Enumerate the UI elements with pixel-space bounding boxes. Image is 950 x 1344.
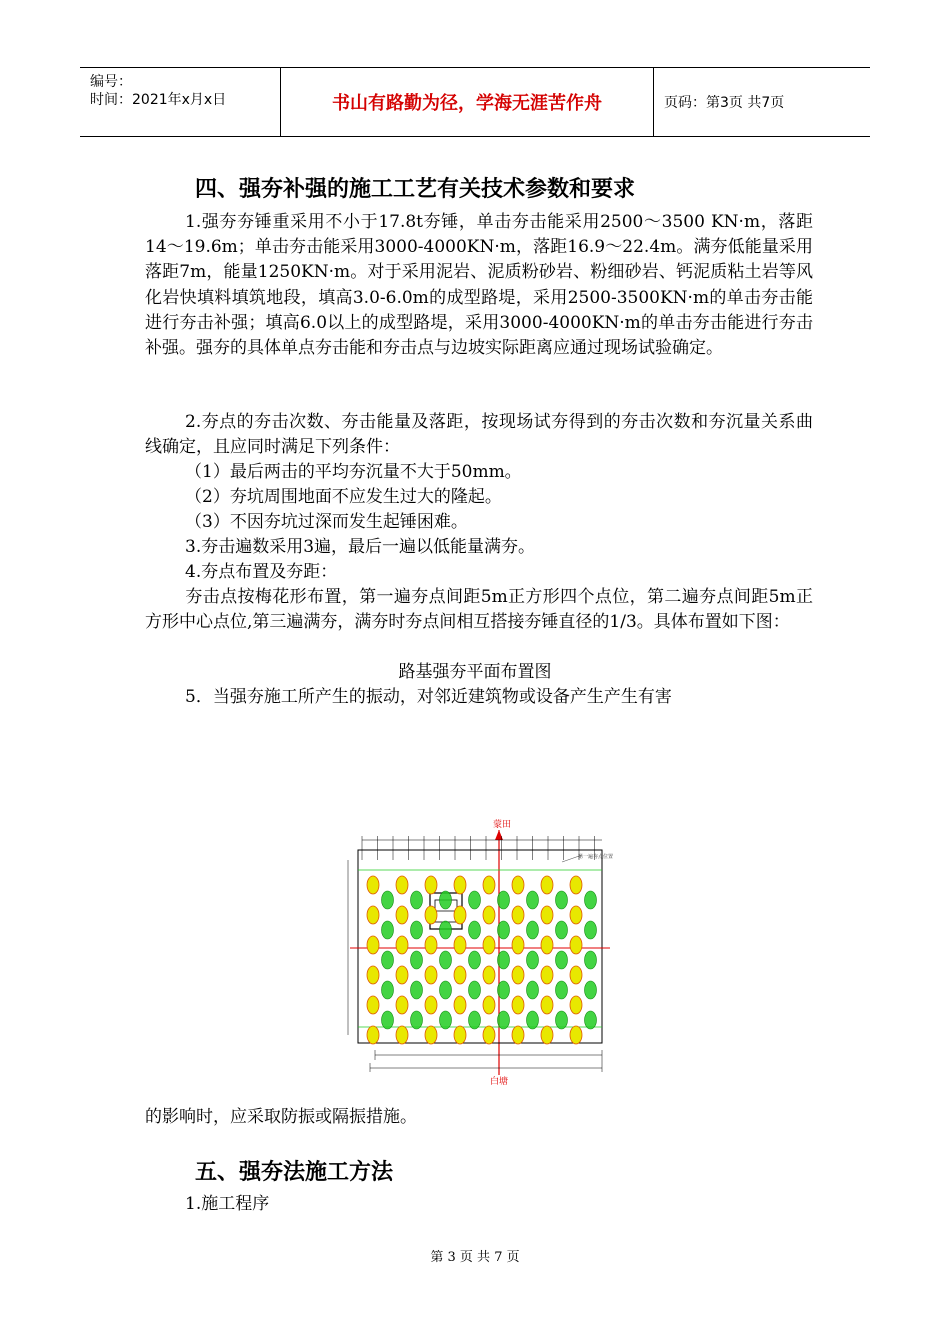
tamping-point-second-pass [498,1011,510,1029]
para-4b: 夯击点按梅花形布置，第一遍夯点间距5m正方形四个点位，第二遍夯点间距5m正方形中心点位,第三遍满夯，满夯时夯点间相互搭接夯锤直径的1/3。具体布置如下图： [145,587,813,633]
tamping-point-second-pass [382,891,394,909]
tamping-point-second-pass [585,891,597,909]
tamping-point-second-pass [585,981,597,999]
tamping-point-first-pass [367,876,379,894]
tamping-point-first-pass [396,996,408,1014]
tamping-point-second-pass [382,1011,394,1029]
figure-legend-note: 第一遍夯点位置 [578,854,614,860]
tamping-point-second-pass [556,1011,568,1029]
tamping-point-first-pass [483,1026,495,1044]
para-1: 1.强夯夯锤重采用不小于17.8t夯锤，单击夯击能采用2500～3500 KN·m，落距14～19.6m；单击夯击能采用3000-4000KN·m，落距16.9～22.4m。满夯低能量采用落距7m，能量1250KN·m。对于采用泥岩、泥质粉砂岩、粉细砂岩、钙泥质粘土岩等风化岩快填料填筑地段，填高3.0-6.0m的成型路堤，采用2500-3500KN·m的单击夯击能进行夯击补强；填高6.0以上的成型路堤，采用3000-4000KN·m的单击夯击能进行夯击补强。强夯的具体单点夯击能和夯击点与边坡实际距离应通过现场试验确定。 [145,212,813,359]
tamping-point-first-pass [367,936,379,954]
tamping-point-first-pass [570,1026,582,1044]
tamping-point-first-pass [425,906,437,924]
condition-1: （1）最后两击的平均夯沉量不大于50mm。 [185,462,522,482]
tamping-point-first-pass [483,996,495,1014]
tamping-point-first-pass [541,1026,553,1044]
layout-figure [340,800,620,1090]
tamping-point-second-pass [498,981,510,999]
tamping-point-first-pass [367,996,379,1014]
tamping-point-second-pass [440,921,452,939]
tamping-point-first-pass [512,966,524,984]
tamping-point-second-pass [585,951,597,969]
tamping-point-first-pass [570,966,582,984]
tamping-point-second-pass [440,1011,452,1029]
tamping-point-first-pass [570,906,582,924]
tamping-point-second-pass [498,891,510,909]
tamping-point-second-pass [469,891,481,909]
tamping-point-second-pass [556,891,568,909]
tamping-point-first-pass [541,876,553,894]
tamping-point-first-pass [512,906,524,924]
tamping-point-first-pass [367,966,379,984]
tamping-point-first-pass [454,876,466,894]
tamping-point-first-pass [483,906,495,924]
tamping-point-second-pass [411,1011,423,1029]
tamping-point-first-pass [396,906,408,924]
para-4: 4.夯点布置及夯距： [185,562,338,582]
tamping-point-first-pass [396,936,408,954]
tamping-point-first-pass [570,936,582,954]
tamping-point-second-pass [469,981,481,999]
tamping-point-first-pass [483,966,495,984]
compaction-layout-diagram [340,800,620,1090]
tamping-point-second-pass [411,891,423,909]
para-3: 3.夯击遍数采用3遍，最后一遍以低能量满夯。 [185,537,536,557]
tamping-point-second-pass [527,891,539,909]
tamping-point-first-pass [396,876,408,894]
tamping-point-first-pass [396,966,408,984]
tamping-point-second-pass [556,981,568,999]
tamping-point-first-pass [425,876,437,894]
tamping-point-second-pass [556,951,568,969]
figure-caption: 路基强夯平面布置图 [398,662,552,682]
tamping-point-second-pass [527,1011,539,1029]
tamping-point-second-pass [469,921,481,939]
tamping-point-first-pass [541,936,553,954]
para-5-continued: 的影响时，应采取防振或隔振措施。 [145,1107,417,1127]
tamping-point-first-pass [570,876,582,894]
tamping-point-second-pass [440,891,452,909]
tamping-point-first-pass [483,876,495,894]
date-label: 时间：2021年x月x日 [90,92,227,108]
tamping-point-second-pass [382,981,394,999]
tamping-point-first-pass [483,936,495,954]
tamping-point-first-pass [541,966,553,984]
tamping-point-second-pass [440,951,452,969]
tamping-point-second-pass [469,951,481,969]
condition-2: （2）夯坑周围地面不应发生过大的隆起。 [185,487,502,507]
number-label: 编号： [90,74,132,90]
para-5: 5．当强夯施工所产生的振动，对邻近建筑物或设备产生产生有害 [185,687,672,707]
construction-procedure: 1.施工程序 [185,1194,270,1214]
tamping-point-first-pass [425,1026,437,1044]
tamping-point-second-pass [585,921,597,939]
tamping-point-first-pass [454,906,466,924]
tamping-point-second-pass [382,951,394,969]
tamping-point-second-pass [382,921,394,939]
tamping-point-first-pass [367,1026,379,1044]
tamping-point-second-pass [440,981,452,999]
page-footer: 第 3 页 共 7 页 [430,1250,520,1265]
tamping-point-second-pass [585,1011,597,1029]
tamping-point-second-pass [527,951,539,969]
tamping-point-first-pass [541,996,553,1014]
page-header [80,67,870,137]
tamping-point-first-pass [425,936,437,954]
tamping-point-second-pass [527,981,539,999]
para-2: 2.夯点的夯击次数、夯击能量及落距，按现场试夯得到的夯击次数和夯沉量关系曲线确定，且应同时满足下列条件： [145,412,813,458]
figure-bottom-label: 白塘 [490,1077,509,1087]
tamping-point-second-pass [498,921,510,939]
condition-3: （3）不因夯坑过深而发生起锤困难。 [185,512,468,532]
tamping-point-first-pass [367,906,379,924]
tamping-point-second-pass [411,921,423,939]
header-page-info: 页码：第3页 共7页 [664,95,785,111]
tamping-point-first-pass [512,1026,524,1044]
figure-top-label: 蒙田 [493,820,512,830]
tamping-point-first-pass [425,996,437,1014]
tamping-point-first-pass [512,996,524,1014]
tamping-point-second-pass [411,981,423,999]
header-meta [80,68,281,136]
tamping-point-first-pass [454,936,466,954]
tamping-point-second-pass [498,951,510,969]
tamping-point-second-pass [469,1011,481,1029]
tamping-point-first-pass [425,966,437,984]
tamping-point-first-pass [541,906,553,924]
section4-title: 四、强夯补强的施工工艺有关技术参数和要求 [195,177,636,202]
header-motto: 书山有路勤为径，学海无涯苦作舟 [281,68,654,136]
tamping-point-second-pass [556,921,568,939]
tamping-point-second-pass [527,921,539,939]
tamping-point-first-pass [570,996,582,1014]
tamping-points [362,836,597,1044]
tamping-point-first-pass [454,966,466,984]
tamping-point-first-pass [396,1026,408,1044]
tamping-point-first-pass [512,936,524,954]
tamping-point-second-pass [411,951,423,969]
section5-title: 五、强夯法施工方法 [195,1160,394,1185]
tamping-point-first-pass [512,876,524,894]
tamping-point-first-pass [454,996,466,1014]
tamping-point-first-pass [454,1026,466,1044]
